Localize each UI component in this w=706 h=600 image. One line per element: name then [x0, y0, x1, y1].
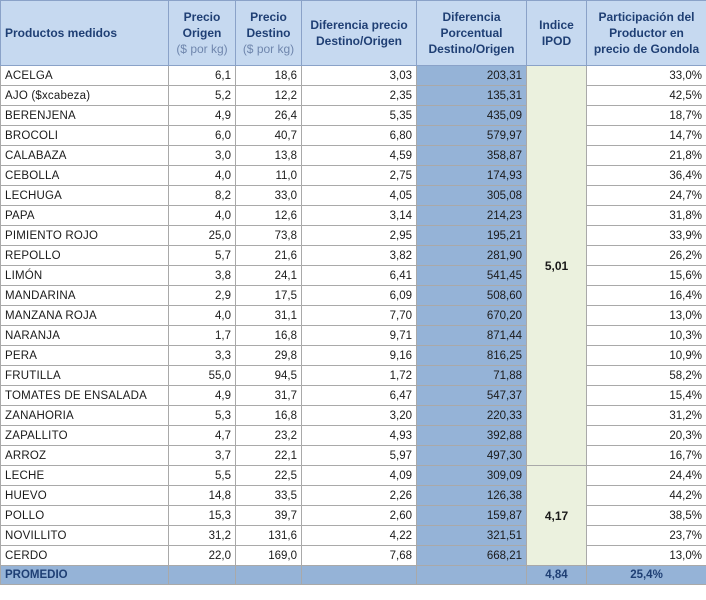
average-label: PROMEDIO: [1, 566, 169, 585]
producer-share: 44,2%: [587, 486, 706, 506]
price-difference: 2,75: [302, 166, 417, 186]
producer-share: 16,4%: [587, 286, 706, 306]
average-producer-share: 25,4%: [587, 566, 706, 585]
destination-price: 12,6: [236, 206, 302, 226]
origin-price: 3,3: [169, 346, 236, 366]
percent-difference: 547,37: [417, 386, 527, 406]
origin-price: 1,7: [169, 326, 236, 346]
table-row: [1, 106, 706, 126]
table-row: [1, 486, 706, 506]
destination-price: 13,8: [236, 146, 302, 166]
header-ipod-line: Indice: [539, 18, 574, 32]
producer-share: 16,7%: [587, 446, 706, 466]
origin-price: 6,1: [169, 66, 236, 86]
price-difference: 2,26: [302, 486, 417, 506]
table-row: [1, 266, 706, 286]
origin-price: 3,8: [169, 266, 236, 286]
price-difference: 7,68: [302, 546, 417, 566]
producer-share: 24,4%: [587, 466, 706, 486]
product-name: PIMIENTO ROJO: [1, 226, 169, 246]
destination-price: 29,8: [236, 346, 302, 366]
origin-price: 5,7: [169, 246, 236, 266]
product-name: POLLO: [1, 506, 169, 526]
percent-difference: 871,44: [417, 326, 527, 346]
table-row: [1, 446, 706, 466]
table-row: [1, 286, 706, 306]
producer-share: 33,9%: [587, 226, 706, 246]
origin-price: 31,2: [169, 526, 236, 546]
percent-difference: 309,09: [417, 466, 527, 486]
price-difference: 2,35: [302, 86, 417, 106]
destination-price: 33,5: [236, 486, 302, 506]
percent-difference: 174,93: [417, 166, 527, 186]
table-row: [1, 186, 706, 206]
producer-share: 21,8%: [587, 146, 706, 166]
origin-price: 4,0: [169, 306, 236, 326]
destination-price: 11,0: [236, 166, 302, 186]
header-percent-difference: [417, 1, 527, 66]
header-product: [1, 1, 169, 66]
price-difference: 6,80: [302, 126, 417, 146]
price-difference: 3,20: [302, 406, 417, 426]
header-origin-line: Origen: [182, 26, 222, 40]
product-name: LIMÓN: [1, 266, 169, 286]
producer-share: 36,4%: [587, 166, 706, 186]
percent-difference: 135,31: [417, 86, 527, 106]
producer-share: 20,3%: [587, 426, 706, 446]
price-difference: 1,72: [302, 366, 417, 386]
origin-price: 3,7: [169, 446, 236, 466]
product-name: BERENJENA: [1, 106, 169, 126]
destination-price: 40,7: [236, 126, 302, 146]
table-row: [1, 466, 706, 486]
percent-difference: 281,90: [417, 246, 527, 266]
percent-difference: 497,30: [417, 446, 527, 466]
table-row: [1, 346, 706, 366]
producer-share: 23,7%: [587, 526, 706, 546]
percent-difference: 435,09: [417, 106, 527, 126]
percent-difference: 214,23: [417, 206, 527, 226]
destination-price: 31,1: [236, 306, 302, 326]
product-name: PAPA: [1, 206, 169, 226]
producer-share: 33,0%: [587, 66, 706, 86]
table-row: [1, 226, 706, 246]
product-name: MANZANA ROJA: [1, 306, 169, 326]
product-name: REPOLLO: [1, 246, 169, 266]
destination-price: 22,1: [236, 446, 302, 466]
destination-price: 17,5: [236, 286, 302, 306]
header-share-line: Participación del: [598, 10, 695, 24]
product-name: CALABAZA: [1, 146, 169, 166]
producer-share: 31,2%: [587, 406, 706, 426]
producer-share: 42,5%: [587, 86, 706, 106]
percent-difference: 670,20: [417, 306, 527, 326]
producer-share: 14,7%: [587, 126, 706, 146]
percent-difference: 195,21: [417, 226, 527, 246]
percent-difference: 579,97: [417, 126, 527, 146]
table-row: [1, 146, 706, 166]
producer-share: 24,7%: [587, 186, 706, 206]
percent-difference: 71,88: [417, 366, 527, 386]
product-name: NARANJA: [1, 326, 169, 346]
header-ipod-index: [527, 1, 587, 66]
price-difference: 2,95: [302, 226, 417, 246]
table-row: [1, 366, 706, 386]
destination-price: 18,6: [236, 66, 302, 86]
table-row: [1, 506, 706, 526]
table-row: [1, 306, 706, 326]
table-header: [1, 1, 706, 66]
origin-price: 4,7: [169, 426, 236, 446]
origin-price: 5,2: [169, 86, 236, 106]
product-name: LECHUGA: [1, 186, 169, 206]
origin-price: 4,9: [169, 106, 236, 126]
destination-price: 24,1: [236, 266, 302, 286]
header-pct-line: Diferencia: [442, 10, 501, 24]
price-difference: 5,35: [302, 106, 417, 126]
header-row: [1, 1, 706, 66]
destination-price: 16,8: [236, 326, 302, 346]
average-ipod: 4,84: [527, 566, 587, 585]
destination-price: 12,2: [236, 86, 302, 106]
average-empty-cell: [169, 566, 236, 585]
price-difference: 4,93: [302, 426, 417, 446]
header-share-line: Productor en: [609, 26, 684, 40]
product-name: PERA: [1, 346, 169, 366]
producer-share: 10,9%: [587, 346, 706, 366]
ipod-index-value: 4,17: [527, 466, 587, 566]
header-dest-unit: ($ por kg): [242, 42, 295, 56]
producer-share: 15,4%: [587, 386, 706, 406]
percent-difference: 321,51: [417, 526, 527, 546]
destination-price: 31,7: [236, 386, 302, 406]
producer-share: 18,7%: [587, 106, 706, 126]
table-row: [1, 166, 706, 186]
price-difference: 4,59: [302, 146, 417, 166]
percent-difference: 358,87: [417, 146, 527, 166]
header-destination-price: [236, 1, 302, 66]
price-difference: 9,71: [302, 326, 417, 346]
producer-share: 38,5%: [587, 506, 706, 526]
origin-price: 15,3: [169, 506, 236, 526]
destination-price: 22,5: [236, 466, 302, 486]
table-row: [1, 126, 706, 146]
header-producer-share: [587, 1, 706, 66]
destination-price: 33,0: [236, 186, 302, 206]
destination-price: 16,8: [236, 406, 302, 426]
percent-difference: 203,31: [417, 66, 527, 86]
origin-price: 4,9: [169, 386, 236, 406]
origin-price: 5,5: [169, 466, 236, 486]
header-pct-line: Destino/Origen: [428, 42, 515, 56]
table-row: [1, 246, 706, 266]
percent-difference: 220,33: [417, 406, 527, 426]
price-difference: 7,70: [302, 306, 417, 326]
producer-share: 58,2%: [587, 366, 706, 386]
price-difference: 9,16: [302, 346, 417, 366]
product-name: ZANAHORIA: [1, 406, 169, 426]
product-name: NOVILLITO: [1, 526, 169, 546]
origin-price: 3,0: [169, 146, 236, 166]
destination-price: 39,7: [236, 506, 302, 526]
price-difference: 4,05: [302, 186, 417, 206]
product-name: CEBOLLA: [1, 166, 169, 186]
destination-price: 94,5: [236, 366, 302, 386]
product-name: LECHE: [1, 466, 169, 486]
product-name: FRUTILLA: [1, 366, 169, 386]
product-name: ARROZ: [1, 446, 169, 466]
header-product-line: Productos medidos: [5, 26, 118, 40]
table-row: [1, 526, 706, 546]
destination-price: 73,8: [236, 226, 302, 246]
product-name: ZAPALLITO: [1, 426, 169, 446]
producer-share: 10,3%: [587, 326, 706, 346]
average-empty-cell: [302, 566, 417, 585]
destination-price: 21,6: [236, 246, 302, 266]
header-pct-line: Porcentual: [440, 26, 503, 40]
origin-price: 6,0: [169, 126, 236, 146]
price-difference: 6,09: [302, 286, 417, 306]
destination-price: 23,2: [236, 426, 302, 446]
product-name: TOMATES DE ENSALADA: [1, 386, 169, 406]
destination-price: 169,0: [236, 546, 302, 566]
table-row: [1, 206, 706, 226]
producer-share: 15,6%: [587, 266, 706, 286]
producer-share: 26,2%: [587, 246, 706, 266]
header-share-line: precio de Gondola: [593, 42, 700, 56]
producer-share: 13,0%: [587, 306, 706, 326]
header-ipod-line: IPOD: [541, 34, 572, 48]
price-difference: 4,09: [302, 466, 417, 486]
table-row: [1, 326, 706, 346]
price-difference: 5,97: [302, 446, 417, 466]
percent-difference: 392,88: [417, 426, 527, 446]
origin-price: 22,0: [169, 546, 236, 566]
header-origin-price: [169, 1, 236, 66]
product-name: BROCOLI: [1, 126, 169, 146]
origin-price: 14,8: [169, 486, 236, 506]
price-difference: 2,60: [302, 506, 417, 526]
percent-difference: 541,45: [417, 266, 527, 286]
producer-share: 31,8%: [587, 206, 706, 226]
percent-difference: 816,25: [417, 346, 527, 366]
header-diff-line: Diferencia precio: [310, 18, 408, 32]
table-row: [1, 426, 706, 446]
average-empty-cell: [236, 566, 302, 585]
price-difference: 3,03: [302, 66, 417, 86]
header-origin-unit: ($ por kg): [176, 42, 228, 56]
header-price-difference: [302, 1, 417, 66]
ipod-index-value: 5,01: [527, 66, 587, 466]
producer-share: 13,0%: [587, 546, 706, 566]
table-row: [1, 66, 706, 86]
header-dest-line: Destino: [246, 26, 291, 40]
destination-price: 26,4: [236, 106, 302, 126]
header-dest-line: Precio: [250, 10, 287, 24]
product-name: ACELGA: [1, 66, 169, 86]
table-body: [1, 66, 706, 566]
percent-difference: 159,87: [417, 506, 527, 526]
table-row: [1, 86, 706, 106]
origin-price: 8,2: [169, 186, 236, 206]
price-difference: 6,47: [302, 386, 417, 406]
price-difference: 4,22: [302, 526, 417, 546]
average-row: [1, 566, 706, 585]
percent-difference: 508,60: [417, 286, 527, 306]
product-name: HUEVO: [1, 486, 169, 506]
origin-price: 4,0: [169, 206, 236, 226]
percent-difference: 668,21: [417, 546, 527, 566]
price-difference: 3,14: [302, 206, 417, 226]
header-diff-line: Destino/Origen: [315, 34, 402, 48]
origin-price: 2,9: [169, 286, 236, 306]
origin-price: 4,0: [169, 166, 236, 186]
percent-difference: 305,08: [417, 186, 527, 206]
average-empty-cell: [417, 566, 527, 585]
price-difference: 6,41: [302, 266, 417, 286]
table-row: [1, 406, 706, 426]
product-name: MANDARINA: [1, 286, 169, 306]
origin-price: 5,3: [169, 406, 236, 426]
product-name: AJO ($xcabeza): [1, 86, 169, 106]
origin-price: 25,0: [169, 226, 236, 246]
price-difference: 3,82: [302, 246, 417, 266]
product-name: CERDO: [1, 546, 169, 566]
percent-difference: 126,38: [417, 486, 527, 506]
table-footer: [1, 566, 706, 585]
destination-price: 131,6: [236, 526, 302, 546]
header-origin-line: Precio: [183, 10, 221, 24]
table-row: [1, 546, 706, 566]
origin-price: 55,0: [169, 366, 236, 386]
table-row: [1, 386, 706, 406]
